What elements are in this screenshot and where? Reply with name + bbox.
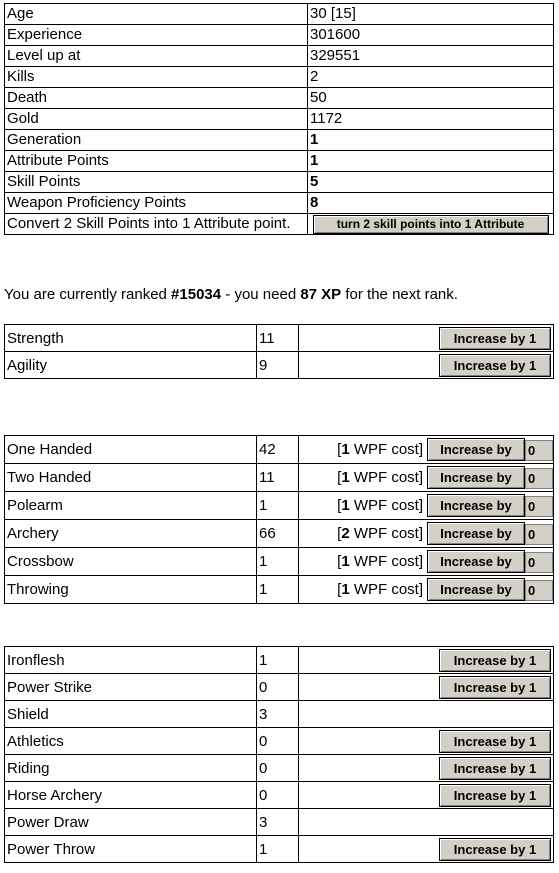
weapon-row bbox=[5, 548, 554, 576]
stat-value-text: 30 [15] bbox=[310, 5, 356, 22]
rank-prefix: You are currently ranked bbox=[4, 286, 172, 303]
attribute-row bbox=[5, 325, 554, 352]
skill-name: Power Strike bbox=[5, 674, 257, 701]
stat-value bbox=[308, 130, 554, 151]
stat-value-text: 1 bbox=[310, 131, 319, 148]
wpf-open: [ bbox=[337, 441, 342, 458]
weapon-amount-input[interactable] bbox=[525, 580, 553, 601]
skill-row bbox=[5, 755, 554, 782]
weapon-name: Throwing bbox=[5, 576, 257, 604]
weapon-amount-input[interactable] bbox=[525, 496, 553, 517]
skill-row bbox=[5, 647, 554, 674]
skill-row bbox=[5, 701, 554, 728]
wpf-cost-value: 1 bbox=[341, 469, 350, 486]
wpf-cost-value: 2 bbox=[341, 525, 350, 542]
wpf-cost bbox=[337, 495, 423, 516]
weapon-amount-input[interactable] bbox=[525, 440, 553, 461]
rank-info bbox=[4, 286, 458, 303]
skill-action-cell bbox=[299, 647, 554, 674]
wpf-cost bbox=[337, 467, 423, 488]
stat-row bbox=[5, 193, 554, 214]
skill-value: 0 bbox=[257, 782, 299, 809]
attribute-action-cell bbox=[299, 352, 554, 379]
attribute-value: 9 bbox=[257, 352, 299, 379]
rank-number: #15034 bbox=[171, 286, 222, 303]
wpf-close: WPF cost] bbox=[349, 553, 423, 570]
skill-row bbox=[5, 674, 554, 701]
increase-skill-button[interactable]: Increase by 1 bbox=[439, 730, 551, 753]
increase-skill-button[interactable]: Increase by 1 bbox=[439, 649, 551, 672]
weapon-proficiency-table bbox=[4, 435, 554, 604]
wpf-cost bbox=[337, 579, 423, 600]
stat-row bbox=[5, 88, 554, 109]
weapon-name: Archery bbox=[5, 520, 257, 548]
stat-value-text: 329551 bbox=[310, 47, 361, 64]
stat-row bbox=[5, 130, 554, 151]
wpf-close: WPF cost] bbox=[349, 441, 423, 458]
wpf-open: [ bbox=[337, 469, 342, 486]
skill-value: 3 bbox=[257, 809, 299, 836]
attribute-name: Strength bbox=[5, 325, 257, 352]
skill-action-cell bbox=[299, 782, 554, 809]
skill-name: Ironflesh bbox=[5, 647, 257, 674]
skill-name: Athletics bbox=[5, 728, 257, 755]
increase-weapon-button[interactable]: Increase by bbox=[427, 494, 525, 517]
stat-value-text: 1172 bbox=[310, 110, 343, 127]
stat-value-text: 8 bbox=[310, 194, 319, 211]
skill-value: 0 bbox=[257, 674, 299, 701]
rank-suffix: for the next rank. bbox=[341, 286, 458, 303]
stat-row bbox=[5, 172, 554, 193]
skill-row bbox=[5, 728, 554, 755]
wpf-open: [ bbox=[337, 497, 342, 514]
convert-label: Convert 2 Skill Points into 1 Attribute point. bbox=[5, 214, 308, 235]
skill-action-cell bbox=[299, 701, 554, 728]
stat-label: Attribute Points bbox=[5, 151, 308, 172]
wpf-open: [ bbox=[337, 553, 342, 570]
stat-value bbox=[308, 46, 554, 67]
skill-value: 1 bbox=[257, 836, 299, 863]
skill-name: Power Throw bbox=[5, 836, 257, 863]
skills-table bbox=[4, 646, 554, 863]
skill-value: 1 bbox=[257, 647, 299, 674]
wpf-cost bbox=[337, 523, 423, 544]
stat-row bbox=[5, 25, 554, 46]
increase-skill-button[interactable]: Increase by 1 bbox=[439, 838, 551, 861]
skill-value: 0 bbox=[257, 755, 299, 782]
wpf-close: WPF cost] bbox=[349, 581, 423, 598]
skill-row bbox=[5, 836, 554, 863]
weapon-value: 42 bbox=[257, 436, 299, 464]
skill-name: Riding bbox=[5, 755, 257, 782]
weapon-row bbox=[5, 492, 554, 520]
stat-row bbox=[5, 151, 554, 172]
attribute-row bbox=[5, 352, 554, 379]
skill-name: Shield bbox=[5, 701, 257, 728]
increase-attribute-button[interactable]: Increase by 1 bbox=[439, 327, 551, 350]
attribute-name: Agility bbox=[5, 352, 257, 379]
wpf-cost-value: 1 bbox=[341, 441, 350, 458]
skill-action-cell bbox=[299, 728, 554, 755]
stat-value bbox=[308, 67, 554, 88]
weapon-action-cell bbox=[299, 548, 554, 576]
skill-name: Power Draw bbox=[5, 809, 257, 836]
weapon-row bbox=[5, 576, 554, 604]
skill-row bbox=[5, 809, 554, 836]
weapon-action-cell bbox=[299, 436, 554, 464]
weapon-name: Polearm bbox=[5, 492, 257, 520]
stat-value bbox=[308, 193, 554, 214]
increase-weapon-button[interactable]: Increase by bbox=[427, 438, 525, 461]
increase-weapon-button[interactable]: Increase by bbox=[427, 466, 525, 489]
increase-skill-button[interactable]: Increase by 1 bbox=[439, 676, 551, 699]
stat-row bbox=[5, 46, 554, 67]
wpf-close: WPF cost] bbox=[349, 497, 423, 514]
skill-value: 0 bbox=[257, 728, 299, 755]
weapon-amount-input[interactable] bbox=[525, 524, 553, 545]
stat-value-text: 301600 bbox=[310, 26, 361, 43]
increase-skill-button[interactable]: Increase by 1 bbox=[439, 784, 551, 807]
skill-row bbox=[5, 782, 554, 809]
stat-value-text: 50 bbox=[310, 89, 327, 106]
stat-label: Death bbox=[5, 88, 308, 109]
stat-value bbox=[308, 109, 554, 130]
stat-value-text: 1 bbox=[310, 152, 319, 169]
wpf-open: [ bbox=[337, 581, 342, 598]
weapon-value: 1 bbox=[257, 492, 299, 520]
stat-value bbox=[308, 172, 554, 193]
weapon-row bbox=[5, 464, 554, 492]
character-stats-table bbox=[4, 3, 554, 235]
attribute-value: 11 bbox=[257, 325, 299, 352]
stat-label: Level up at bbox=[5, 46, 308, 67]
increase-attribute-button[interactable]: Increase by 1 bbox=[439, 354, 551, 377]
stat-label: Gold bbox=[5, 109, 308, 130]
weapon-action-cell bbox=[299, 464, 554, 492]
convert-skill-points-button[interactable]: turn 2 skill points into 1 Attribute bbox=[313, 215, 549, 234]
wpf-cost bbox=[337, 439, 423, 460]
stat-row bbox=[5, 109, 554, 130]
stat-value bbox=[308, 88, 554, 109]
wpf-close: WPF cost] bbox=[349, 469, 423, 486]
stat-value bbox=[308, 151, 554, 172]
weapon-value: 1 bbox=[257, 548, 299, 576]
wpf-cost-value: 1 bbox=[341, 497, 350, 514]
rank-middle: - you need bbox=[221, 286, 301, 303]
wpf-cost-value: 1 bbox=[341, 553, 350, 570]
increase-weapon-button[interactable]: Increase by bbox=[427, 550, 525, 573]
increase-skill-button[interactable]: Increase by 1 bbox=[439, 757, 551, 780]
weapon-value: 11 bbox=[257, 464, 299, 492]
stat-value bbox=[308, 4, 554, 25]
skill-value: 3 bbox=[257, 701, 299, 728]
stat-value-text: 2 bbox=[310, 68, 319, 85]
stat-value bbox=[308, 25, 554, 46]
weapon-action-cell bbox=[299, 520, 554, 548]
convert-row bbox=[5, 214, 554, 235]
stat-label: Generation bbox=[5, 130, 308, 151]
stat-label: Skill Points bbox=[5, 172, 308, 193]
stat-label: Weapon Proficiency Points bbox=[5, 193, 308, 214]
increase-weapon-button[interactable]: Increase by bbox=[427, 522, 525, 545]
stat-label: Kills bbox=[5, 67, 308, 88]
increase-weapon-button[interactable]: Increase by bbox=[427, 578, 525, 601]
weapon-name: One Handed bbox=[5, 436, 257, 464]
weapon-name: Two Handed bbox=[5, 464, 257, 492]
stat-value-text: 5 bbox=[310, 173, 319, 190]
stat-label: Age bbox=[5, 4, 308, 25]
skill-action-cell bbox=[299, 836, 554, 863]
stat-row bbox=[5, 4, 554, 25]
weapon-value: 1 bbox=[257, 576, 299, 604]
wpf-close: WPF cost] bbox=[349, 525, 423, 542]
attributes-table bbox=[4, 324, 554, 379]
skill-name: Horse Archery bbox=[5, 782, 257, 809]
weapon-action-cell bbox=[299, 576, 554, 604]
skill-action-cell bbox=[299, 755, 554, 782]
weapon-value: 66 bbox=[257, 520, 299, 548]
wpf-cost bbox=[337, 551, 423, 572]
wpf-open: [ bbox=[337, 525, 342, 542]
weapon-row bbox=[5, 436, 554, 464]
weapon-amount-input[interactable] bbox=[525, 468, 553, 489]
wpf-cost-value: 1 bbox=[341, 581, 350, 598]
weapon-action-cell bbox=[299, 492, 554, 520]
stat-label: Experience bbox=[5, 25, 308, 46]
skill-action-cell bbox=[299, 674, 554, 701]
weapon-amount-input[interactable] bbox=[525, 552, 553, 573]
stat-row bbox=[5, 67, 554, 88]
rank-xp-needed: 87 XP bbox=[300, 286, 342, 303]
skill-action-cell bbox=[299, 809, 554, 836]
weapon-name: Crossbow bbox=[5, 548, 257, 576]
weapon-row bbox=[5, 520, 554, 548]
attribute-action-cell bbox=[299, 325, 554, 352]
convert-cell bbox=[308, 214, 554, 235]
